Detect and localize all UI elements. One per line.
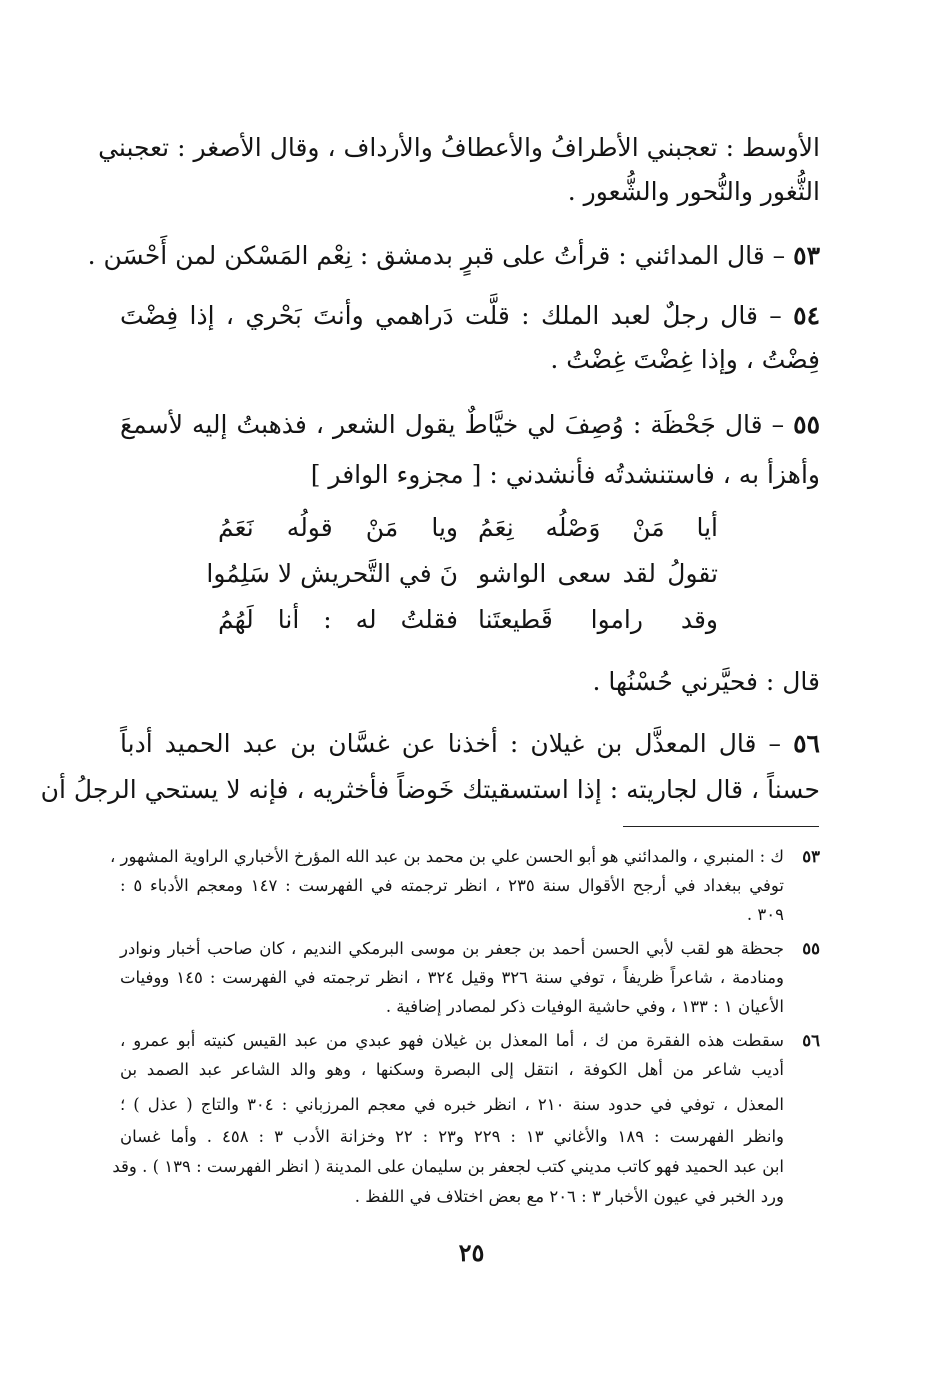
verse-first-hemistich: وقد راموا قَطيعتَنا	[478, 605, 718, 634]
verse-first-hemistich: أيا مَنْ وَصْلُه نِعَمُ	[478, 513, 718, 542]
entry-number: ٥٤	[793, 301, 820, 330]
footnote-text: ورد الخبر في عيون الأخبار ٣ : ٢٠٦ مع بعض اختلاف في اللفظ .	[354, 1187, 784, 1206]
poem-verse	[206, 554, 718, 594]
footnote-text: الأعيان ١ : ١٣٣ ، وفي حاشية الوفيات ذكر لمصادر إضافية .	[385, 997, 784, 1016]
entry-54-line: فِضْتُ ، وإذا غِضْتَ غِضْتُ .	[550, 345, 820, 374]
footnote-text: أديب شاعر من أهل الكوفة ، انتقل إلى البصرة وسكنها ، وهو والد الشاعر عبد الصمد بن	[120, 1060, 784, 1079]
footnote-text: سقطت هذه الفقرة من ك ، أما المعذل بن غيلان فهو عبدي من عبد القيس كنيته أبو عمرو ،	[120, 1031, 784, 1050]
verse-first-hemistich: تقولُ لقد سعى الواشو	[478, 559, 718, 588]
footnote-text: المعذل ، توفي في حدود سنة ٢١٠ ، انظر خبره في معجم المرزباني : ٣٠٤ والتاج ( عذل ) ؛	[120, 1095, 784, 1114]
footnote-text: ابن عبد الحميد فهو كاتب مديني كتب لجعفر بن سليمان على المدينة ( انظر الفهرست : ١٣٩ ) . وقد	[112, 1157, 784, 1176]
footnote-number: ٥٣	[802, 847, 820, 866]
entry-text: – قال المدائني : قرأتُ على قبرٍ بدمشق : نِعْم المَسْكن لمن أَحْسَن .	[87, 241, 786, 270]
body-line: الأوسط : تعجبني الأطرافُ والأعطافُ والأرداف ، وقال الأصغر : تعجبني	[98, 133, 820, 162]
entry-56-line: حسناً ، قال لجاريته : إذا استسقيتك خَوضاً فأخثريه ، فإنه لا يستحي الرجلُ أن	[40, 775, 820, 804]
verse-second-hemistich: فقلتُ له : أنا لَهُمُ	[218, 605, 458, 634]
entry-53	[87, 236, 820, 276]
poem-verse	[218, 600, 718, 640]
footnote-text: توفي ببغداد في أرجح الأقوال سنة ٢٣٥ ، انظر ترجمته في الفهرست : ١٤٧ ومعجم الأدباء ٥ :	[120, 876, 784, 895]
footnote-text: وانظر الفهرست : ١٨٩ والأغاني ١٣ : ٢٢٩ و٢٣ : ٢٢ وخزانة الأدب ٣ : ٤٥٨ . وأما غسان	[120, 1127, 784, 1146]
footnote-text: ومنادمة ، شاعراً ظريفاً ، توفي سنة ٣٢٦ وقيل ٣٢٤ ، انظر ترجمته في الفهرست : ١٤٥ ووفيات	[120, 968, 784, 987]
verse-second-hemistich: نَ في التَّحريش لا سَلِمُوا	[206, 559, 458, 588]
entry-55-line: وأهزأ به ، فاستنشدتُه فأنشدني : [ مجزوء الوافر ]	[310, 460, 820, 489]
footnote-text: ٣٠٩ .	[746, 905, 784, 924]
footnote-number: ٥٦	[802, 1031, 820, 1050]
verse-second-hemistich: ويا مَنْ قولُه نَعَمُ	[218, 513, 458, 542]
entry-55-after: قال : فحيَّرني حُسْنُها .	[592, 667, 820, 696]
entry-text: – قال جَحْظَة : وُصِفَ لي خيَّاطٌ يقول الشعر ، فذهبتُ إليه لأسمعَ	[120, 410, 785, 439]
page-number: ٢٥	[458, 1238, 485, 1267]
footnote-text: ك : المنبري ، والمدائني هو أبو الحسن علي بن محمد بن عبد الله المؤرخ الأخباري الراوية المشهور ،	[109, 847, 784, 866]
entry-54	[120, 296, 820, 336]
entry-56	[120, 724, 820, 764]
footnote-number: ٥٥	[802, 939, 820, 958]
entry-number: ٥٦	[793, 729, 820, 758]
poem-verse	[218, 508, 718, 548]
entry-text: – قال رجلٌ لعبد الملك : قلَّت دَراهمي وأنتَ بَحْري ، إذا فِضْتَ	[120, 301, 782, 330]
footnote-separator	[623, 826, 819, 827]
entry-number: ٥٣	[793, 241, 820, 270]
body-line: الثُّغور والنُّحور والشُّعور .	[567, 177, 820, 206]
entry-text: – قال المعذَّل بن غيلان : أخذنا عن غسَّان بن عبد الحميد أدباً	[120, 729, 782, 758]
entry-55	[120, 405, 820, 445]
footnote-text: جحظة هو لقب لأبي الحسن أحمد بن جعفر بن موسى البرمكي النديم ، كان صاحب أخبار ونوادر	[120, 939, 784, 958]
entry-number: ٥٥	[793, 410, 820, 439]
